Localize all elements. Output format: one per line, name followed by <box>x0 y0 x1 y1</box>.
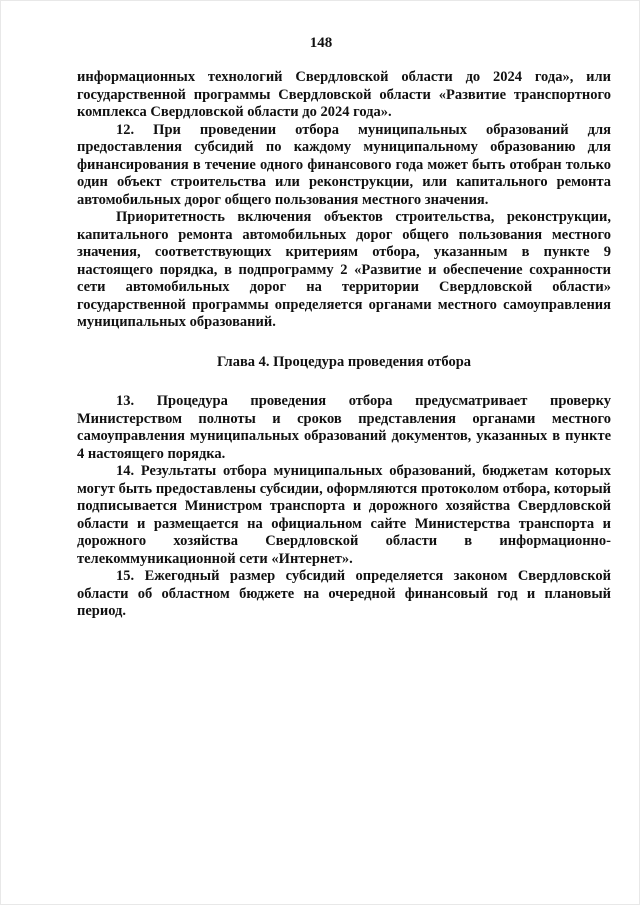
document-body <box>77 69 611 621</box>
paragraph-13: 13. Процедура проведения отбора предусматривает проверку Министерством полноты и сроков представления органами местного самоуправления муниципальных образований документов, указанных в пункте 4 настоящего порядка. <box>77 393 611 462</box>
paragraph-12: 12. При проведении отбора муниципальных образований для предоставления субсидий по каждому муниципальному образованию для финансирования в течение одного финансового года может быть отобран только один объект строительства или реконструкции, или капитального ремонта автомобильных дорог общего пользования местного значения. <box>77 121 611 208</box>
paragraph-14: 14. Результаты отбора муниципальных образований, бюджетам которых могут быть предоставлены субсидии, оформляются протоколом отбора, который подписывается Министром транспорта и дорожного хозяйства Свердловской области и размещается на официальном сайте Министерства транспорта и дорожного хозяйства Свердловской области в информационно-телекоммуникационной сети «Интернет». <box>77 463 611 567</box>
page-number: 148 <box>309 35 333 51</box>
paragraph-continuation: информационных технологий Свердловской области до 2024 года», или государственной программы Свердловской области «Развитие транспортного комплекса Свердловской области до 2024 года». <box>77 69 611 120</box>
paragraph-priority: Приоритетность включения объектов строительства, реконструкции, капитального ремонта автомобильных дорог общего пользования местного значения, соответствующих критериям отбора, указанным в пункте 9 настоящего порядка, в подпрограмму 2 «Развитие и обеспечение сохранности сети автомобильных дорог на территории Свердловской области» государственной программы определяется органами местного самоуправления муниципальных образований. <box>77 209 611 330</box>
chapter-heading-block <box>77 354 611 372</box>
chapter-heading: Глава 4. Процедура проведения отбора <box>216 353 472 370</box>
paragraph-15: 15. Ежегодный размер субсидий определяется законом Свердловской области об областном бюджете на очередной финансовый год и плановый период. <box>77 568 611 619</box>
